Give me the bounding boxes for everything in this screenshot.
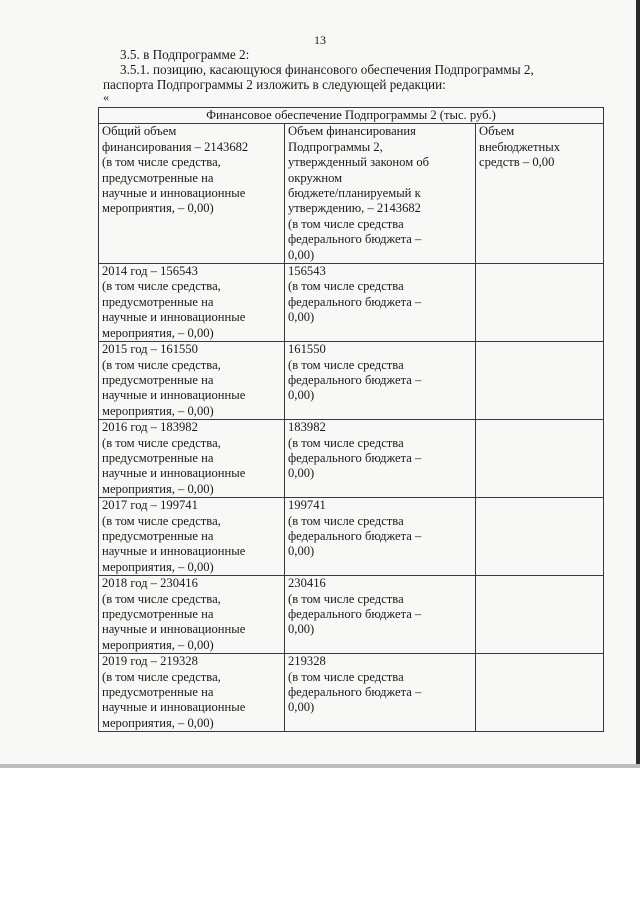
year-extrabudget-cell xyxy=(476,654,604,732)
cell-text-line: финансирования – 2143682 xyxy=(102,139,249,154)
cell-text-line: предусмотренные на xyxy=(102,294,214,309)
cell-text-line: федерального бюджета – xyxy=(288,528,422,543)
cell-text-line: бюджете/планируемый к xyxy=(288,186,421,201)
cell-text-line: Подпрограммы 2, xyxy=(288,139,383,154)
year-budget-cell xyxy=(285,264,476,342)
cell-text-line: 199741 xyxy=(288,498,326,513)
cell-text-line: 183982 xyxy=(288,420,326,435)
year-extrabudget-cell xyxy=(476,264,604,342)
table-title: Финансовое обеспечение Подпрограммы 2 (тыс. руб.) xyxy=(99,108,604,124)
cell-text-line: (в том числе средства, xyxy=(102,591,221,606)
cell-text-line: 0,00) xyxy=(288,247,315,262)
year-budget-cell xyxy=(285,342,476,420)
cell-text-line: 0,00) xyxy=(288,466,315,481)
cell-text-line: научные и инновационные xyxy=(102,186,246,201)
cell-text-line: (в том числе средства, xyxy=(102,155,221,170)
table-row xyxy=(99,498,604,576)
cell-text-line: 0,00) xyxy=(288,544,315,559)
cell-text-line: 230416 xyxy=(288,576,326,591)
cell-text-line: 156543 xyxy=(288,264,326,279)
cell-text-line: окружном xyxy=(288,170,343,185)
year-budget-cell xyxy=(285,420,476,498)
cell-text-line: федерального бюджета – xyxy=(288,450,422,465)
cell-text-line: 0,00) xyxy=(288,310,315,325)
cell-text-line: 0,00) xyxy=(288,388,315,403)
year-total-cell xyxy=(99,420,285,498)
year-extrabudget-cell xyxy=(476,576,604,654)
cell-text-line: федерального бюджета – xyxy=(288,232,422,247)
year-budget-cell xyxy=(285,576,476,654)
cell-text-line: предусмотренные на xyxy=(102,372,214,387)
cell-text-line: научные и инновационные xyxy=(102,388,246,403)
cell-text-line: мероприятия, – 0,00) xyxy=(102,559,214,574)
cell-text-line: средств – 0,00 xyxy=(479,155,555,170)
cell-text-line: мероприятия, – 0,00) xyxy=(102,403,214,418)
cell-text-line: мероприятия, – 0,00) xyxy=(102,481,214,496)
cell-text-line: Общий объем xyxy=(102,124,177,139)
cell-text-line: научные и инновационные xyxy=(102,700,246,715)
cell-text-line: 0,00) xyxy=(288,622,315,637)
cell-text-line: 161550 xyxy=(288,342,326,357)
cell-text-line: 2016 год – 183982 xyxy=(102,420,198,435)
cell-text-line: федерального бюджета – xyxy=(288,294,422,309)
year-total-cell xyxy=(99,342,285,420)
year-total-cell xyxy=(99,498,285,576)
cell-text-line: научные и инновационные xyxy=(102,544,246,559)
cell-text-line: (в том числе средства xyxy=(288,216,404,231)
financing-table-body xyxy=(99,108,604,732)
table-header-row xyxy=(99,124,604,264)
cell-text-line: (в том числе средства xyxy=(288,513,404,528)
year-total-cell xyxy=(99,576,285,654)
cell-text-line: (в том числе средства xyxy=(288,357,404,372)
cell-text-line: (в том числе средства, xyxy=(102,513,221,528)
scan-edge-bottom xyxy=(0,764,640,768)
cell-text-line: 219328 xyxy=(288,654,326,669)
header-extrabudget-cell xyxy=(476,124,604,264)
year-budget-cell xyxy=(285,654,476,732)
cell-text-line: научные и инновационные xyxy=(102,310,246,325)
table-row xyxy=(99,576,604,654)
cell-text-line: предусмотренные на xyxy=(102,528,214,543)
quote-mark: « xyxy=(103,90,109,104)
cell-text-line: предусмотренные на xyxy=(102,170,214,185)
cell-text-line: (в том числе средства, xyxy=(102,669,221,684)
cell-text-line: научные и инновационные xyxy=(102,622,246,637)
cell-text-line: 2018 год – 230416 xyxy=(102,576,198,591)
cell-text-line: 2017 год – 199741 xyxy=(102,498,198,513)
cell-text-line: 2015 год – 161550 xyxy=(102,342,198,357)
cell-text-line: (в том числе средства xyxy=(288,591,404,606)
cell-text-line: внебюджетных xyxy=(479,139,560,154)
cell-text-line: (в том числе средства xyxy=(288,669,404,684)
cell-text-line: (в том числе средства xyxy=(288,279,404,294)
cell-text-line: мероприятия, – 0,00) xyxy=(102,637,214,652)
cell-text-line: 2019 год – 219328 xyxy=(102,654,198,669)
cell-text-line: федерального бюджета – xyxy=(288,685,422,700)
table-row xyxy=(99,654,604,732)
cell-text-line: Объем финансирования xyxy=(288,124,416,139)
table-row xyxy=(99,264,604,342)
cell-text-line: (в том числе средства, xyxy=(102,435,221,450)
year-budget-cell xyxy=(285,498,476,576)
cell-text-line: (в том числе средства xyxy=(288,435,404,450)
table-title-row xyxy=(99,108,604,124)
page-number: 13 xyxy=(314,33,326,47)
cell-text-line: (в том числе средства, xyxy=(102,357,221,372)
cell-text-line: мероприятия, – 0,00) xyxy=(102,325,214,340)
header-total-cell xyxy=(99,124,285,264)
cell-text-line: утверждению, – 2143682 xyxy=(288,201,421,216)
year-total-cell xyxy=(99,264,285,342)
year-extrabudget-cell xyxy=(476,342,604,420)
table-row xyxy=(99,342,604,420)
cell-text-line: мероприятия, – 0,00) xyxy=(102,715,214,730)
scan-edge-right xyxy=(636,0,640,768)
cell-text-line: 0,00) xyxy=(288,700,315,715)
cell-text-line: утвержденный законом об xyxy=(288,155,430,170)
cell-text-line: мероприятия, – 0,00) xyxy=(102,201,214,216)
year-extrabudget-cell xyxy=(476,420,604,498)
financing-table xyxy=(98,107,604,732)
cell-text-line: (в том числе средства, xyxy=(102,279,221,294)
cell-text-line: предусмотренные на xyxy=(102,685,214,700)
cell-text-line: научные и инновационные xyxy=(102,466,246,481)
year-total-cell xyxy=(99,654,285,732)
table-row xyxy=(99,420,604,498)
item-text-line-2: паспорта Подпрограммы 2 изложить в следующей редакции: xyxy=(103,77,446,92)
cell-text-line: 2014 год – 156543 xyxy=(102,264,198,279)
cell-text-line: Объем xyxy=(479,124,515,139)
cell-text-line: предусмотренные на xyxy=(102,607,214,621)
item-text-line-1: 3.5.1. позицию, касающуюся финансового обеспечения Подпрограммы 2, xyxy=(120,62,534,77)
cell-text-line: федерального бюджета – xyxy=(288,372,422,387)
section-heading: 3.5. в Подпрограмме 2: xyxy=(120,47,250,62)
header-approved-cell xyxy=(285,124,476,264)
cell-text-line: предусмотренные на xyxy=(102,450,214,465)
cell-text-line: федерального бюджета – xyxy=(288,607,422,621)
year-extrabudget-cell xyxy=(476,498,604,576)
